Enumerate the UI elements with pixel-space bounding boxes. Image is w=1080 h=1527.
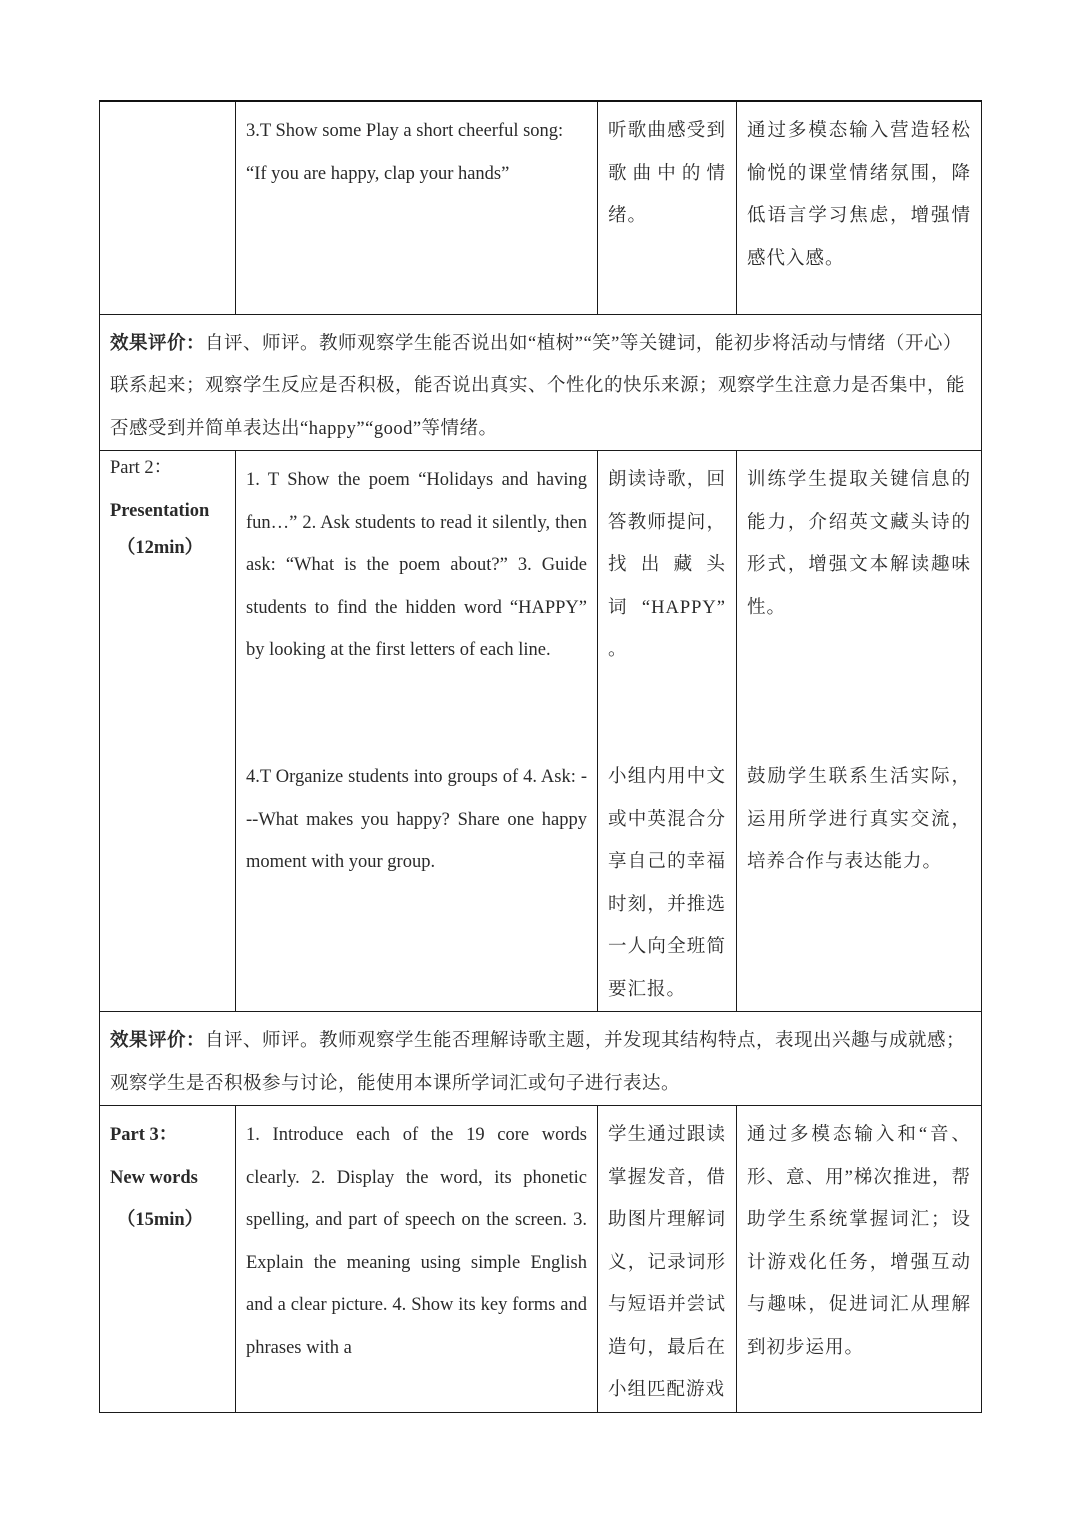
stage-time: （12min） <box>116 538 204 558</box>
student-cell-part-3: 学生通过跟读掌握发音，借助图片理解词义，记录词形与短语并尝试造句，最后在小组匹配游戏 <box>598 1106 737 1413</box>
row-evaluation-2 <box>100 1012 982 1106</box>
evaluation-text: 自评、师评。教师观察学生能否说出如“植树”“笑”等关键词，能初步将活动与情绪（开心）联系起来；观察学生反应是否积极，能否说出真实、个性化的快乐来源；观察学生注意力是否集中，能否感受到并简单表达出“happy”“good”等情绪。 <box>110 333 966 439</box>
purpose-block-groups: 鼓励学生联系生活实际，运用所学进行真实交流，培养合作与表达能力。 <box>747 767 971 872</box>
activity-block-groups: 4.T Organize students into groups of 4. Ask: ---What makes you happy? Share one happy moment with your group. <box>246 767 587 872</box>
student-cell-part-2 <box>598 451 737 1012</box>
activity-line: 3.T Show some Play a short cheerful song: <box>246 121 564 141</box>
row-part-3 <box>100 1106 982 1413</box>
lesson-plan-table <box>99 100 982 1413</box>
purpose-block-poem: 训练学生提取关键信息的能力，介绍英文藏头诗的形式，增强文本解读趣味性。 <box>747 470 971 618</box>
evaluation-text: 自评、师评。教师观察学生能否理解诗歌主题，并发现其结构特点，表现出兴趣与成就感；观察学生是否积极参与讨论，能使用本课所学词汇或句子进行表达。 <box>110 1031 966 1094</box>
purpose-cell-song: 通过多模态输入营造轻松愉悦的课堂情绪氛围，降低语言学习焦虑，增强情感代入感。 <box>737 101 982 314</box>
stage-label: Part 2： <box>110 458 173 478</box>
student-block-groups: 小组内用中文或中英混合分享自己的幸福时刻，并推选一人向全班简要汇报。 <box>608 767 726 1000</box>
stage-name: Presentation <box>110 501 210 521</box>
evaluation-label: 效果评价： <box>110 333 206 354</box>
row-song <box>100 101 982 314</box>
evaluation-cell-2 <box>100 1012 982 1106</box>
activity-block-poem: 1. T Show the poem “Holidays and having fun…” 2. Ask students to read it silently, then ask: “What is the poem about?” 3. Guide students to find the hidden word “HAPPY” by looking at the first letters of each line. <box>246 470 587 660</box>
purpose-cell-part-2 <box>737 451 982 1012</box>
evaluation-label: 效果评价： <box>110 1031 206 1051</box>
stage-cell-empty <box>100 101 236 314</box>
student-block-poem: 朗读诗歌，回答教师提问，找出藏头词“HAPPY”。 <box>608 470 726 660</box>
stage-label: Part 3： <box>110 1125 178 1145</box>
row-evaluation-1 <box>100 314 982 451</box>
activity-cell-part-2 <box>236 451 598 1012</box>
activity-line: “If you are happy, clap your hands” <box>246 163 510 184</box>
student-cell-song: 听歌曲感受到歌曲中的情绪。 <box>598 101 737 314</box>
stage-cell-part-3 <box>100 1106 236 1413</box>
stage-time: （15min） <box>116 1210 204 1230</box>
activity-cell-part-3: 1. Introduce each of the 19 core words clearly. 2. Display the word, its phonetic spelling, and part of speech on the screen. 3. Explain the meaning using simple English and a clear picture. 4. Show its key forms and phrases with a <box>236 1106 598 1413</box>
purpose-cell-part-3: 通过多模态输入和“音、形、意、用”梯次推进，帮助学生系统掌握词汇；设计游戏化任务，增强互动与趣味，促进词汇从理解到初步运用。 <box>737 1106 982 1413</box>
stage-name: New words <box>110 1167 198 1188</box>
row-part-2 <box>100 451 982 1012</box>
evaluation-cell-1 <box>100 314 982 451</box>
stage-cell-part-2 <box>100 451 236 1012</box>
activity-cell-song <box>236 101 598 314</box>
